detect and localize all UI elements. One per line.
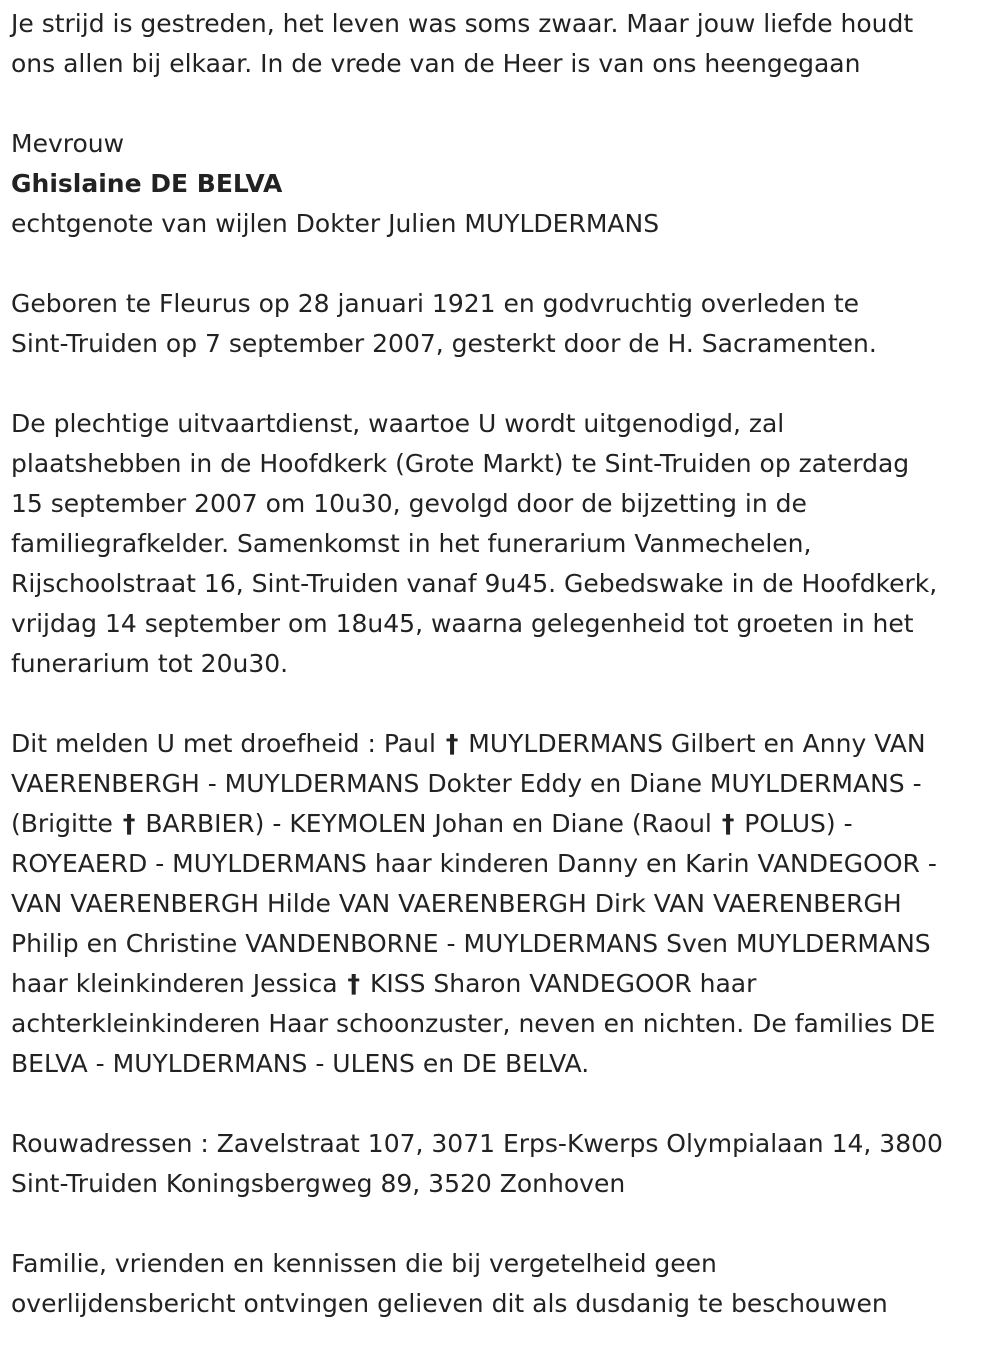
paragraph-line	[11, 884, 1000, 924]
text-run: (Brigitte	[11, 809, 121, 838]
paragraph-line: Geboren te Fleurus op 28 januari 1921 en godvruchtig overleden te	[11, 289, 860, 318]
spacer	[11, 364, 1000, 404]
paragraph-line: Sint-Truiden op 7 september 2007, gesterkt door de H. Sacramenten.	[11, 329, 877, 358]
cross-icon: †	[445, 729, 459, 758]
spacer	[11, 1084, 1000, 1124]
text-run: POLUS) -	[736, 809, 853, 838]
paragraph-line: De plechtige uitvaartdienst, waartoe U wordt uitgenodigd, zal	[11, 409, 785, 438]
cross-icon: †	[721, 809, 735, 838]
text-run: ROYEAERD - MUYLDERMANS haar kinderen Danny en Karin VANDEGOOR -	[11, 849, 937, 878]
spacer	[11, 684, 1000, 724]
paragraph-line	[11, 1044, 1000, 1084]
paragraph-line: familiegrafkelder. Samenkomst in het funerarium Vanmechelen,	[11, 529, 812, 558]
closing-paragraph	[11, 1244, 1000, 1324]
paragraph-line: vrijdag 14 september om 18u45, waarna gelegenheid tot groeten in het	[11, 609, 914, 638]
deceased-title: Mevrouw	[11, 129, 125, 158]
spacer	[11, 244, 1000, 284]
paragraph-line	[11, 764, 1000, 804]
cross-icon: †	[347, 969, 360, 998]
spacer	[11, 1204, 1000, 1244]
text-run: Philip en Christine VANDENBORNE - MUYLDERMANS Sven MUYLDERMANS	[11, 929, 931, 958]
paragraph-line	[11, 804, 1000, 844]
funeral-paragraph	[11, 404, 1000, 684]
paragraph-line: Rouwadressen : Zavelstraat 107, 3071 Erps-Kwerps Olympialaan 14, 3800	[11, 1129, 943, 1158]
deceased-relation: echtgenote van wijlen Dokter Julien MUYLDERMANS	[11, 209, 660, 238]
paragraph-line	[11, 964, 1000, 1004]
paragraph-line	[11, 844, 1000, 884]
paragraph-line: funerarium tot 20u30.	[11, 649, 289, 678]
paragraph-line: Sint-Truiden Koningsbergweg 89, 3520 Zonhoven	[11, 1169, 626, 1198]
paragraph-line	[11, 924, 1000, 964]
paragraph-line: Familie, vrienden en kennissen die bij vergetelheid geen	[11, 1249, 717, 1278]
mourners-paragraph	[11, 724, 1000, 1084]
text-run: KISS Sharon VANDEGOOR haar	[362, 969, 757, 998]
text-run: BARBIER) - KEYMOLEN Johan en Diane (Raoul	[137, 809, 720, 838]
text-run: VAERENBERGH - MUYLDERMANS Dokter Eddy en Diane MUYLDERMANS -	[11, 769, 922, 798]
text-run: VAN VAERENBERGH Hilde VAN VAERENBERGH Dirk VAN VAERENBERGH	[11, 889, 902, 918]
spacer	[11, 84, 1000, 124]
paragraph-line: 15 september 2007 om 10u30, gevolgd door de bijzetting in de	[11, 489, 807, 518]
text-run: BELVA - MUYLDERMANS - ULENS en DE BELVA.	[11, 1049, 590, 1078]
text-run: MUYLDERMANS Gilbert en Anny VAN	[460, 729, 926, 758]
paragraph-line: overlijdensbericht ontvingen gelieven dit als dusdanig te beschouwen	[11, 1289, 888, 1318]
addresses-paragraph	[11, 1124, 1000, 1204]
text-run: achterkleinkinderen Haar schoonzuster, neven en nichten. De families DE	[11, 1009, 936, 1038]
paragraph-line: plaatshebben in de Hoofdkerk (Grote Markt) te Sint-Truiden op zaterdag	[11, 449, 910, 478]
text-run: haar kleinkinderen Jessica	[11, 969, 346, 998]
paragraph-line: Rijschoolstraat 16, Sint-Truiden vanaf 9u45. Gebedswake in de Hoofdkerk,	[11, 569, 938, 598]
poem-line: ons allen bij elkaar. In de vrede van de Heer is van ons heengegaan	[11, 49, 861, 78]
paragraph-line	[11, 724, 1000, 764]
paragraph-line	[11, 1004, 1000, 1044]
deceased-block	[11, 124, 1000, 244]
poem-line: Je strijd is gestreden, het leven was soms zwaar. Maar jouw liefde houdt	[11, 9, 914, 38]
birth-death-paragraph	[11, 284, 1000, 364]
deceased-name: Ghislaine DE BELVA	[11, 169, 283, 198]
cross-icon: †	[122, 809, 136, 838]
text-run: Dit melden U met droefheid : Paul	[11, 729, 444, 758]
poem	[11, 4, 1000, 84]
